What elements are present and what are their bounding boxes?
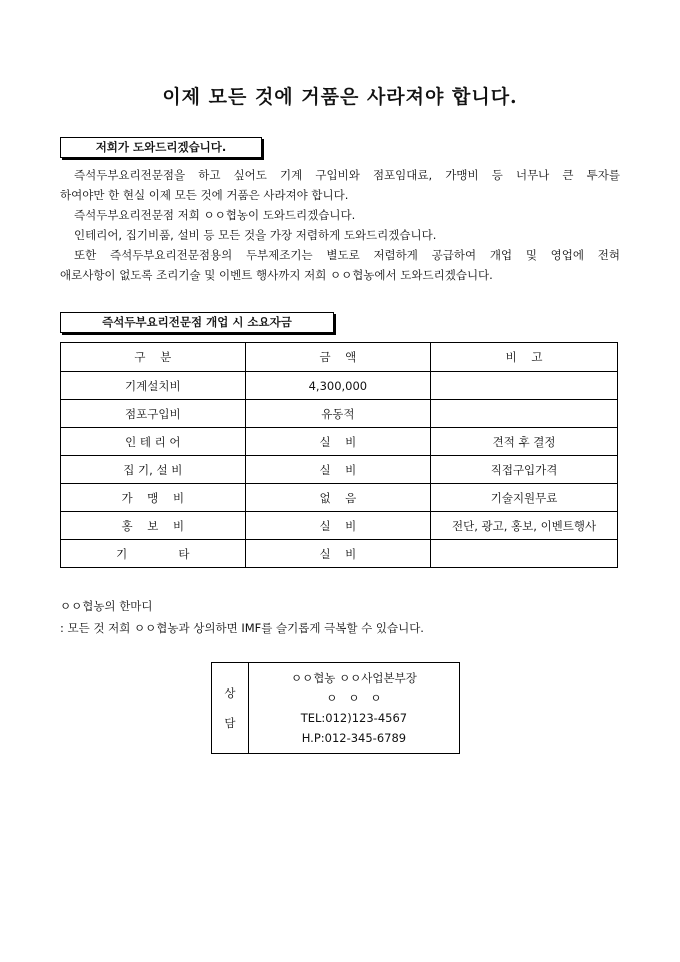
table-cell: 기 타 <box>61 540 246 568</box>
table-cell: 실 비 <box>245 512 431 540</box>
table-cell: 가 맹 비 <box>61 484 246 512</box>
table-row <box>61 512 618 540</box>
note-text: : 모든 것 저희 ㅇㅇ협농과 상의하면 IMF를 슬기롭게 극복할 수 있습니다. <box>60 621 424 635</box>
table-cell: 직접구입가격 <box>431 456 618 484</box>
table-cell <box>431 400 618 428</box>
table-row <box>61 428 618 456</box>
table-row <box>61 456 618 484</box>
contact-tel: TEL:012)123-4567 <box>300 711 408 725</box>
column-header: 금 액 <box>245 343 431 372</box>
contact-box <box>211 662 460 754</box>
intro-line: 인테리어, 집기비품, 설비 등 모든 것을 가장 저렴하게 도와드리겠습니다. <box>74 228 437 242</box>
intro-line: 애로사항이 없도록 조리기술 및 이벤트 행사까지 저희 ㅇㅇ협농에서 도와드리겠습니다. <box>60 268 493 282</box>
table-cell: 없 음 <box>245 484 431 512</box>
table-row <box>61 400 618 428</box>
table-cell: 실 비 <box>245 428 431 456</box>
intro-line: 즉석두부요리전문점을 하고 싶어도 기계 구입비와 점포임대료, 가맹비 등 너무나 큰 투자를 <box>74 168 620 182</box>
note-heading: ㅇㅇ협농의 한마디 <box>60 599 153 613</box>
table-cell: 실 비 <box>245 456 431 484</box>
section-label-costs: 즉석두부요리전문점 개업 시 소요자금 <box>60 312 334 333</box>
table-cell: 견적 후 결정 <box>431 428 618 456</box>
contact-name: ㅇ ㅇ ㅇ <box>326 691 382 705</box>
table-cell: 기계설치비 <box>61 372 246 400</box>
table-header-row <box>61 343 618 372</box>
cost-table <box>60 342 618 568</box>
contact-label <box>212 663 249 754</box>
intro-line: 즉석두부요리전문점 저희 ㅇㅇ협농이 도와드리겠습니다. <box>74 208 356 222</box>
section-label-help: 저희가 도와드리겠습니다. <box>60 137 262 158</box>
contact-label-bottom: 담 <box>224 716 236 730</box>
page-title: 이제 모든 것에 거품은 사라져야 합니다. <box>162 86 518 108</box>
intro-paragraph <box>60 165 620 285</box>
column-header: 비 고 <box>431 343 618 372</box>
contact-mobile: H.P:012-345-6789 <box>301 731 407 745</box>
table-cell <box>431 540 618 568</box>
table-cell: 실 비 <box>245 540 431 568</box>
table-row <box>61 484 618 512</box>
table-cell: 점포구입비 <box>61 400 246 428</box>
table-cell <box>431 372 618 400</box>
table-cell: 유동적 <box>245 400 431 428</box>
table-row <box>61 372 618 400</box>
contact-org: ㅇㅇ협농 ㅇㅇ사업본부장 <box>290 671 417 685</box>
contact-label-top: 상 <box>224 686 236 700</box>
table-row <box>61 540 618 568</box>
table-cell: 전단, 광고, 홍보, 이벤트행사 <box>431 512 618 540</box>
column-header: 구 분 <box>61 343 246 372</box>
table-cell: 기술지원무료 <box>431 484 618 512</box>
intro-line: 하여야만 한 현실 이제 모든 것에 거품은 사라져야 합니다. <box>60 188 349 202</box>
contact-info <box>248 663 459 754</box>
table-cell: 4,300,000 <box>245 372 431 400</box>
table-cell: 집 기, 설 비 <box>61 456 246 484</box>
intro-line: 또한 즉석두부요리전문점용의 두부제조기는 별도로 저렴하게 공급하여 개업 및 영업에 전혀 <box>74 248 620 262</box>
table-cell: 인 테 리 어 <box>61 428 246 456</box>
table-cell: 홍 보 비 <box>61 512 246 540</box>
